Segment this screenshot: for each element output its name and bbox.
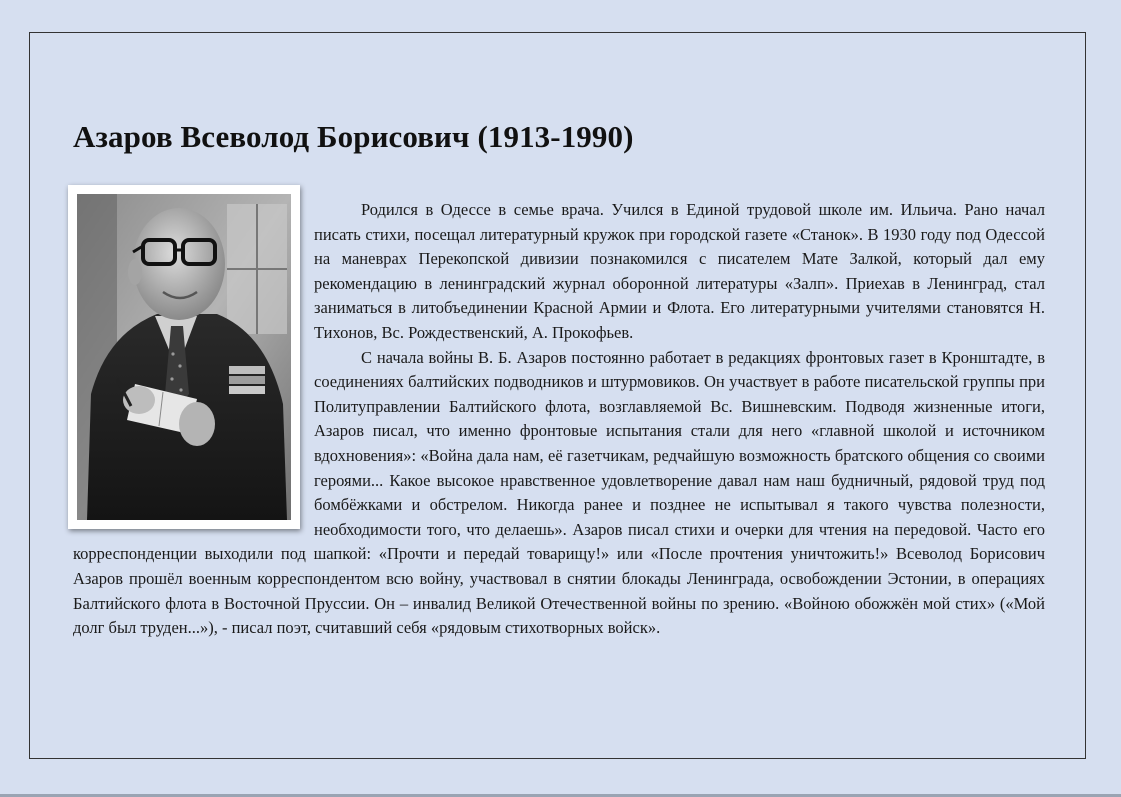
portrait-photo (68, 185, 300, 529)
biography-text (73, 198, 1045, 641)
portrait-image (77, 194, 291, 520)
page-title: Азаров Всеволод Борисович (1913-1990) (73, 119, 634, 154)
paragraph-2: С начала войны В. Б. Азаров постоянно работает в редакциях фронтовых газет в Кронштадте, в соединениях балтийских подводников и штурмовиков. Он участвует в работе писательской группы при Политуправлении Балтийского флота, возглавляемой Вс. Вишневским. Подводя жизненные итоги, Азаров писал, что именно фронтовые испытания стали для него «главной школой и источником вдохновения»: «Война дала нам, её газетчикам, редчайшую возможность братского общения со своими героями... Какое высокое нравственное удовлетворение давал нам наш будничный, рядовой труд под бомбёжками и обстрелом. Никогда ранее и позднее не испытывал я такого чувства полезности, необходимости того, что делаешь». Азаров писал стихи и очерки для чтения на передовой. Часто его корреспонденции выходили под шапкой: «Прочти и передай товарищу!» или «После прочтения уничтожить!» Всеволод Борисович Азаров прошёл военным корреспондентом всю войну, участвовал в снятии блокады Ленинграда, освобождении Эстонии, в операциях Балтийского флота в Восточной Пруссии. Он – инвалид Великой Отечественной войны по зрению. «Войною обожжён мой стих» («Мой долг был труден...»), - писал поэт, считавший себя «рядовым стихотворных войск». (73, 347, 1045, 638)
paragraph-1: Родился в Одессе в семье врача. Учился в Единой трудовой школе им. Ильича. Рано начал писать стихи, посещал литературный кружок при городской газете «Станок». В 1930 году под Одессой на маневрах Перекопской дивизии познакомился с писателем Мате Залкой, который дал ему рекомендацию в ленинградский журнал оборонной литературы «Залп». Приехав в Ленинград, стал заниматься в литобъединении Красной Армии и Флота. Его литературными учителями становятся Н. Тихонов, Вс. Рождественский, А. Прокофьев. (314, 200, 1045, 342)
